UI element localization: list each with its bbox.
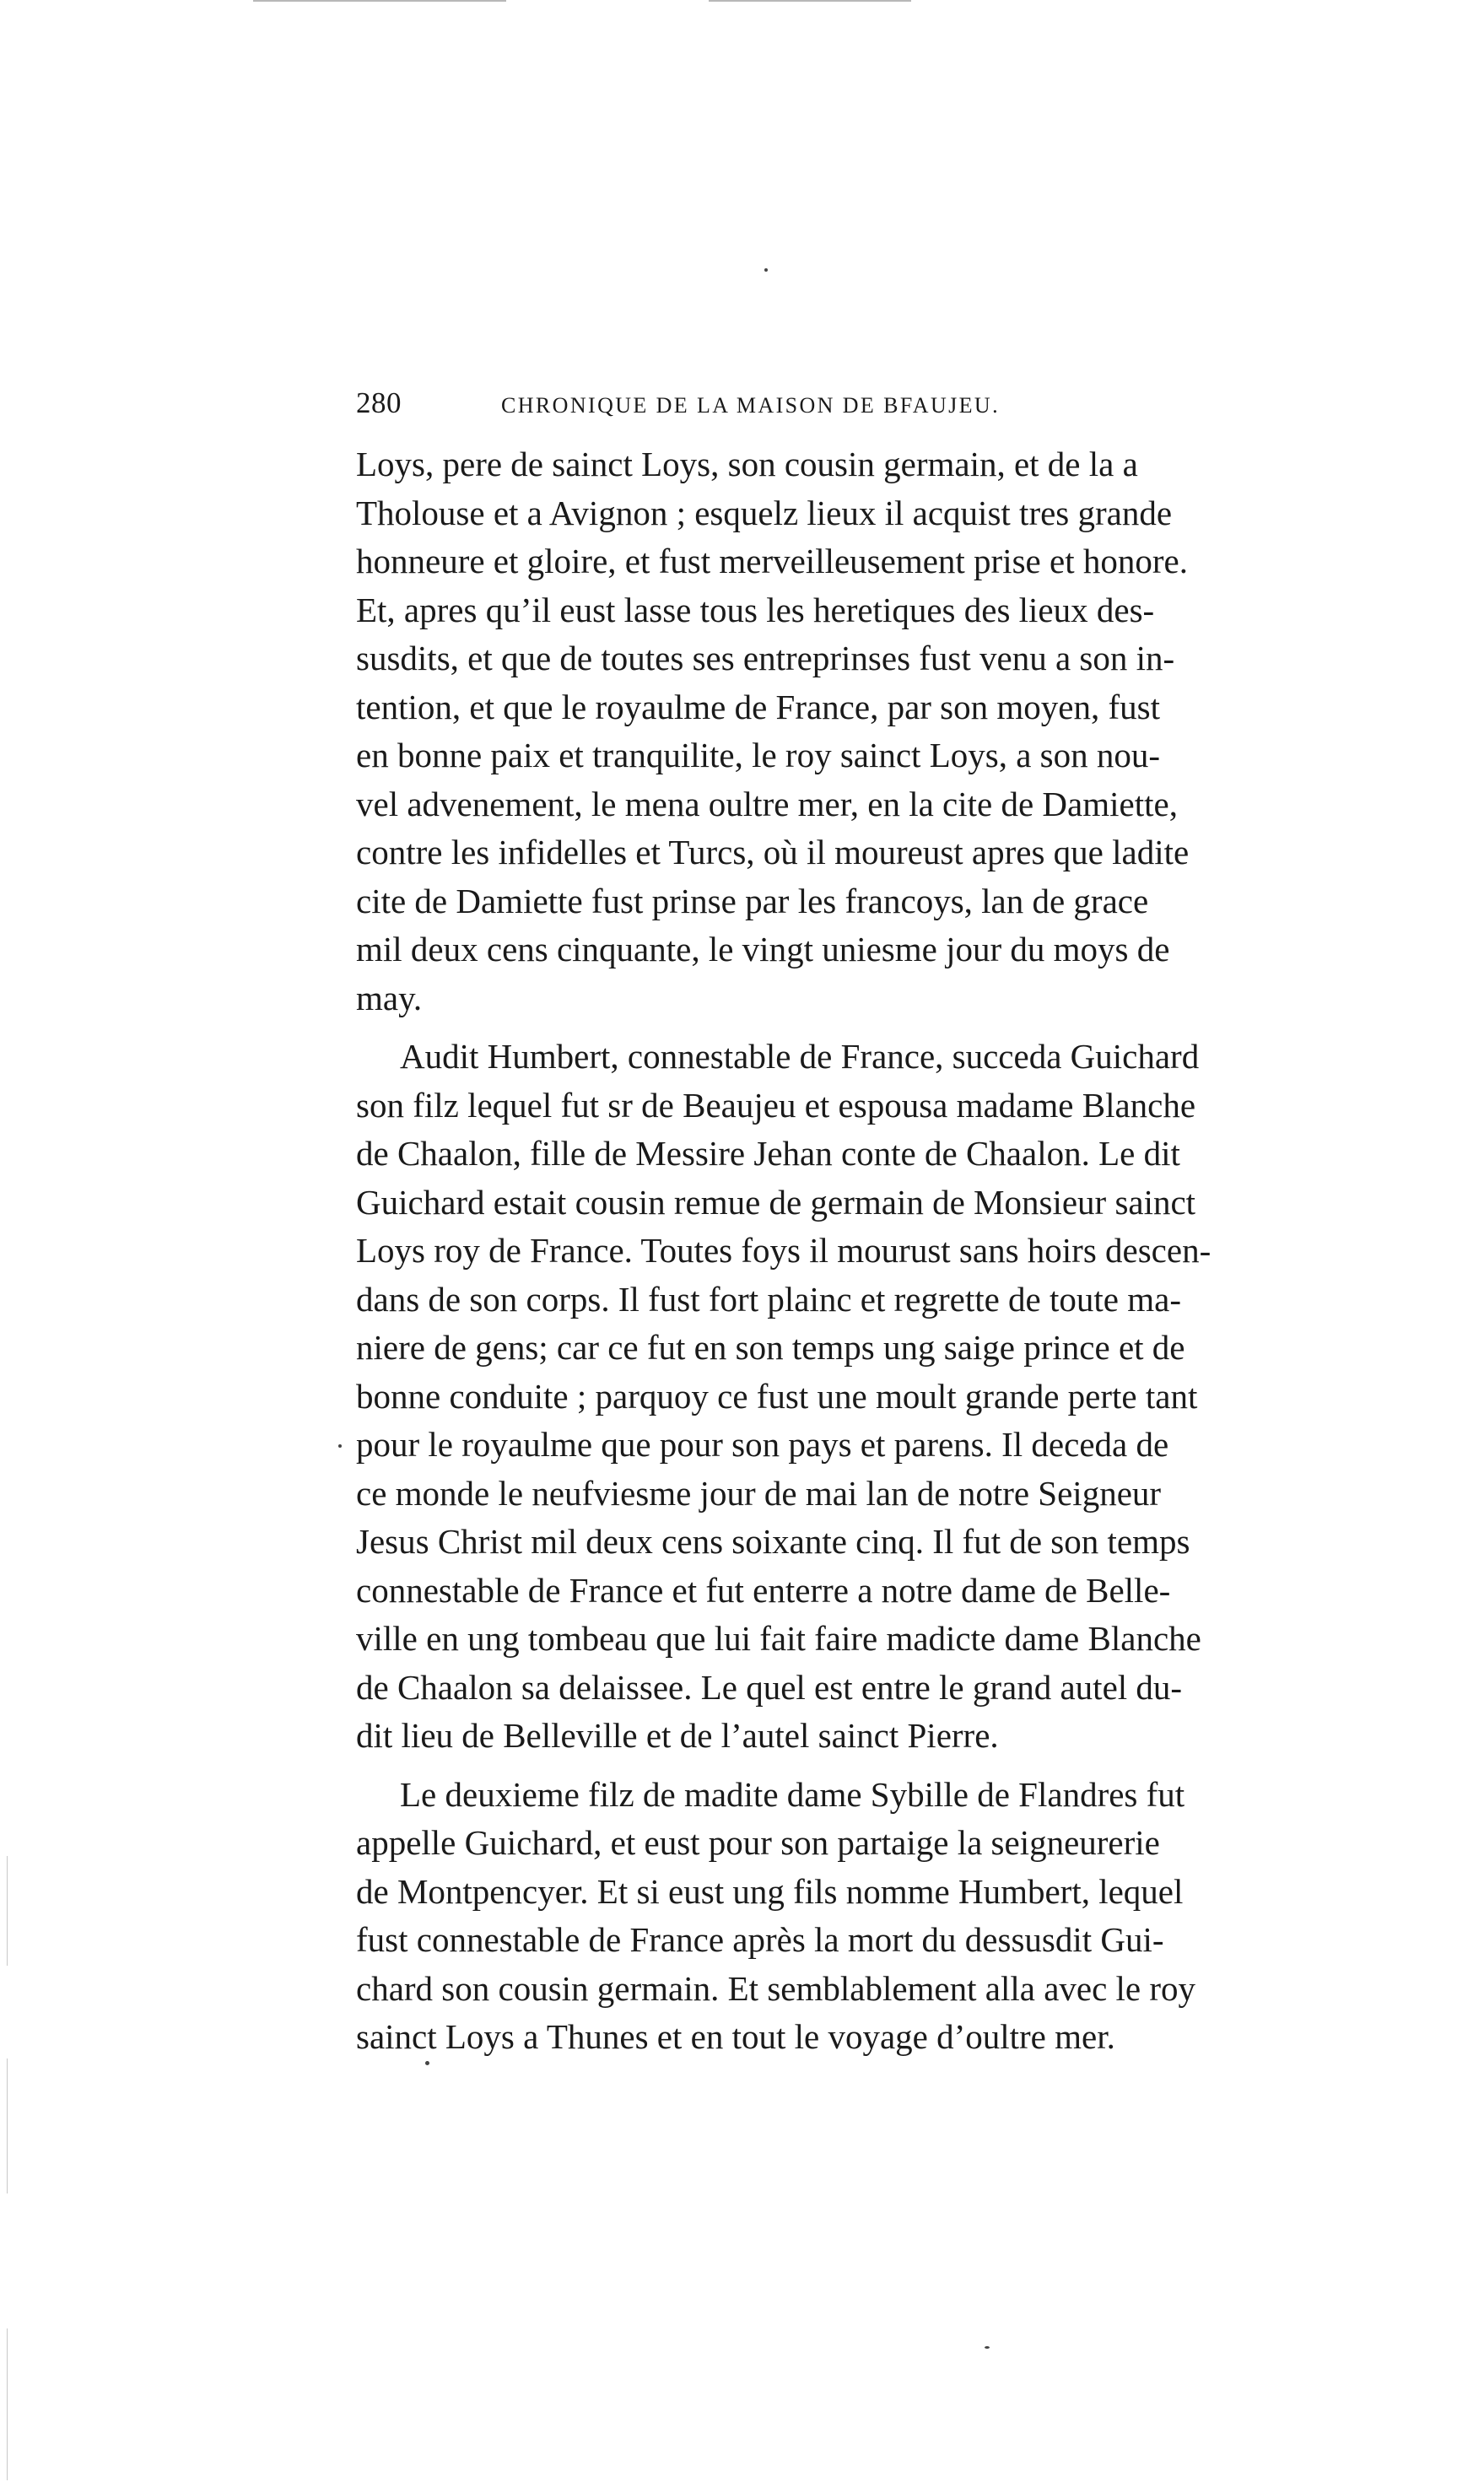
running-title: CHRONIQUE DE LA MAISON DE BFAUJEU.	[501, 393, 1001, 418]
left-margin-rule	[7, 1856, 8, 1966]
text-line: mil deux cens cinquante, le vingt uniesme jour du moys de	[356, 930, 1170, 969]
text-line: tention, et que le royaulme de France, par son moyen, fust	[356, 687, 1160, 726]
text-line: may.	[356, 978, 423, 1017]
text-line: de Montpencyer. Et si eust ung fils nomme Humbert, lequel	[356, 1871, 1184, 1911]
left-margin-rule	[7, 2058, 8, 2193]
text-line: honneure et gloire, et fust merveilleusement prise et honore.	[356, 542, 1188, 580]
ink-speck	[338, 1444, 342, 1448]
text-line: son filz lequel fut sr de Beaujeu et espousa madame Blanche	[356, 1085, 1196, 1125]
paragraph	[356, 440, 1190, 1022]
ink-speck	[764, 268, 768, 272]
text-line: chard son cousin germain. Et semblablement alla avec le roy	[356, 1968, 1196, 2008]
text-line: niere de gens; car ce fut en son temps ung saige prince et de	[356, 1328, 1185, 1367]
text-line: ville en ung tombeau que lui fait faire madicte dame Blanche	[356, 1619, 1201, 1658]
top-edge-rule	[253, 0, 506, 2]
text-line: Jesus Christ mil deux cens soixante cinq. Il fut de son temps	[356, 1522, 1190, 1561]
text-line: Loys, pere de sainct Loys, son cousin germain, et de la a	[356, 445, 1138, 483]
text-line: Et, apres qu’il eust lasse tous les heretiques des lieux des-	[356, 590, 1155, 629]
text-line: Le deuxieme filz de madite dame Sybille de Flandres fut	[400, 1774, 1185, 1814]
ink-speck	[425, 2061, 429, 2065]
text-line: Audit Humbert, connestable de France, succeda Guichard	[400, 1037, 1200, 1076]
page-number: 280	[356, 386, 402, 419]
paragraph-gap	[356, 1761, 1092, 1771]
ink-speck	[985, 2346, 990, 2349]
text-line: fust connestable de France après la mort du dessusdit Gui-	[356, 1920, 1164, 1959]
text-line: de Chaalon, fille de Messire Jehan conte de Chaalon. Le dit	[356, 1134, 1180, 1173]
text-line: appelle Guichard, et eust pour son partaige la seigneurerie	[356, 1823, 1160, 1862]
text-line: cite de Damiette fust prinse par les francoys, lan de grace	[356, 881, 1149, 920]
text-line: ce monde le neufviesme jour de mai lan de notre Seigneur	[356, 1473, 1162, 1513]
text-line: en bonne paix et tranquilite, le roy sainct Loys, a son nou-	[356, 736, 1161, 774]
text-line: Loys roy de France. Toutes foys il mourust sans hoirs descen-	[356, 1231, 1211, 1270]
paragraph	[356, 1033, 1211, 1761]
left-margin-rule	[7, 2328, 8, 2480]
text-line: susdits, et que de toutes ses entreprinses fust venu a son in-	[356, 639, 1175, 677]
text-line: dans de son corps. Il fust fort plainc et regrette de toute ma-	[356, 1279, 1181, 1319]
text-line: connestable de France et fut enterre a notre dame de Belle-	[356, 1570, 1171, 1610]
text-line: vel advenement, le mena oultre mer, en la cite de Damiette,	[356, 784, 1178, 823]
page-header	[356, 386, 1092, 429]
body-text	[356, 440, 1211, 2062]
text-line: Tholouse et a Avignon ; esquelz lieux il acquist tres grande	[356, 493, 1173, 532]
text-line: de Chaalon sa delaissee. Le quel est entre le grand autel du-	[356, 1667, 1183, 1707]
text-line: Guichard estait cousin remue de germain de Monsieur sainct	[356, 1182, 1196, 1222]
text-line: pour le royaulme que pour son pays et parens. Il deceda de	[356, 1425, 1169, 1464]
text-line: bonne conduite ; parquoy ce fust une moult grande perte tant	[356, 1376, 1198, 1416]
text-line: dit lieu de Belleville et de l’autel sainct Pierre.	[356, 1716, 999, 1755]
paragraph-gap	[356, 1022, 1092, 1033]
text-line: contre les infidelles et Turcs, où il moureust apres que ladite	[356, 833, 1190, 871]
top-edge-rule	[709, 0, 911, 2]
text-line: sainct Loys a Thunes et en tout le voyage d’oultre mer.	[356, 2017, 1115, 2056]
paragraph	[356, 1771, 1196, 2062]
